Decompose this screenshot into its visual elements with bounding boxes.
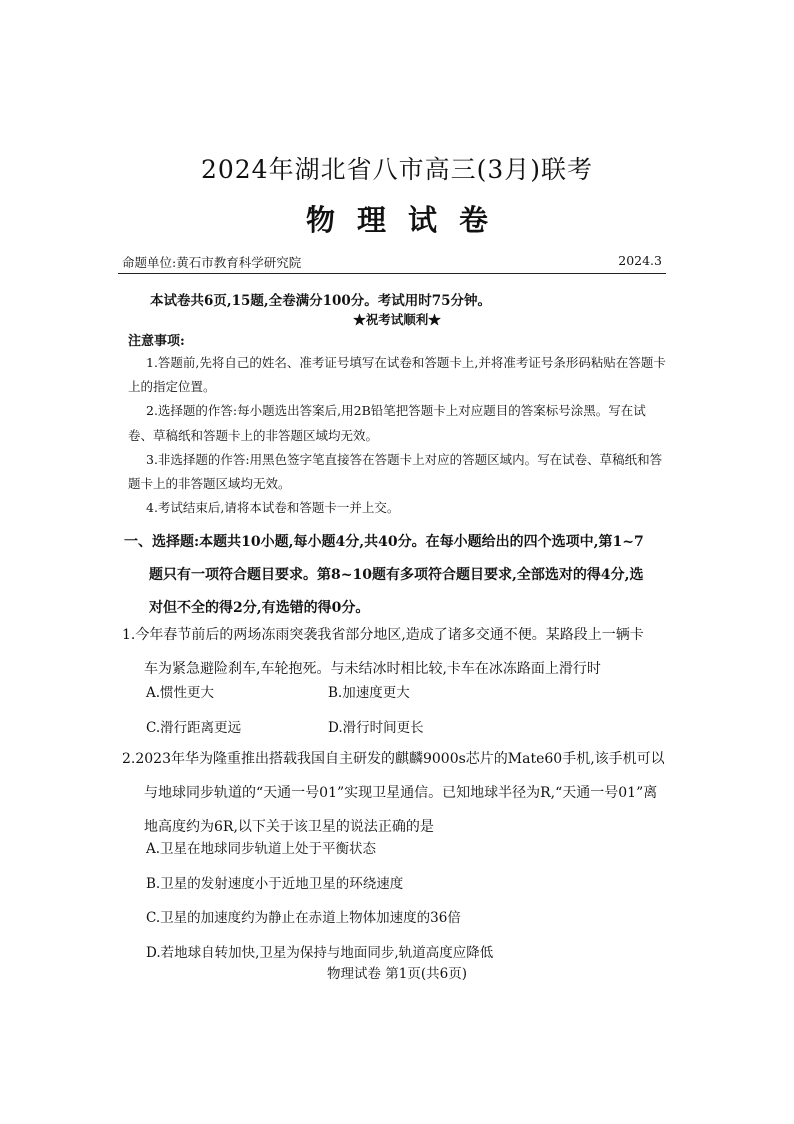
exam-title: 2024年湖北省八市高三(3月)联考 (200, 155, 594, 184)
notice-item: 4.考试结束后,请将本试卷和答题卡一并上交。 (146, 500, 400, 516)
option-d: D.滑行时间更长 (328, 720, 424, 736)
good-luck-line: ★祝考试顺利★ (353, 312, 441, 327)
option-a: A.卫星在地球同步轨道上处于平衡状态 (146, 841, 377, 857)
option-b: B.卫星的发射速度小于近地卫星的环绕速度 (146, 875, 404, 892)
question-text: 1.今年春节前后的两场冻雨突袭我省部分地区,造成了诸多交通不便。某路段上一辆卡 (122, 627, 644, 643)
notice-title: 注意事项: (128, 334, 185, 349)
option-c: C.卫星的加速度约为静止在赤道上物体加速度的36倍 (146, 910, 461, 926)
question-2-options (146, 832, 493, 970)
section-line: 一、选择题:本题共10小题,每小题4分,共40分。在每小题给出的四个选项中,第1~7 (124, 534, 644, 550)
question-2 (122, 742, 670, 844)
page-footer: 物理试卷 第1页(共6页) (326, 966, 467, 982)
exam-meta-row (122, 253, 662, 271)
question-1-options (146, 676, 528, 746)
question-text: 地高度约为6R,以下关于该卫星的说法正确的是 (144, 819, 434, 835)
notice-item: 3.非选择题的作答:用黑色签字笔直接答在答题卡上对应的答题区域内。写在试卷、草稿纸和答题卡上的非答题区域均无效。 (128, 451, 663, 492)
author-unit: 命题单位:黄石市教育科学研究院 (122, 255, 302, 270)
section-line: 题只有一项符合题目要求。第8~10题有多项符合题目要求,全部选对的得4分,选 (149, 567, 644, 583)
option-d: D.若地球自转加快,卫星为保持与地面同步,轨道高度应降低 (146, 944, 494, 961)
header-divider (118, 273, 666, 274)
option-a: A.惯性更大 (146, 685, 215, 701)
notice-list (128, 351, 668, 520)
exam-intro: 本试卷共6页,15题,全卷满分100分。考试用时75分钟。 (150, 293, 492, 309)
option-b: B.加速度更大 (328, 685, 410, 701)
exam-date: 2024.3 (618, 253, 662, 268)
notice-item: 1.答题前,先将自己的姓名、准考证号填写在试卷和答题卡上,并将准考证号条形码粘贴在答题卡上的指定位置。 (128, 355, 666, 395)
exam-subject-title: 物理试卷 (305, 203, 510, 237)
option-c: C.滑行距离更远 (146, 720, 242, 736)
section-line: 对但不全的得2分,有选错的得0分。 (149, 600, 370, 616)
question-text: 2.2023年华为隆重推出搭载我国自主研发的麒麟9000s芯片的Mate60手机,该手机可以 (122, 751, 665, 767)
notice-item: 2.选择题的作答:每小题选出答案后,用2B铅笔把答题卡上对应题目的答案标号涂黑。写在试卷、草稿纸和答题卡上的非答题区域均无效。 (128, 403, 646, 443)
question-text: 车为紧急避险刹车,车轮抱死。与未结冰时相比较,卡车在冰冻路面上滑行时 (144, 661, 601, 677)
question-text: 与地球同步轨道的“天通一号01”实现卫星通信。已知地球半径为R,“天通一号01”离 (144, 785, 658, 801)
section-heading (124, 526, 669, 625)
